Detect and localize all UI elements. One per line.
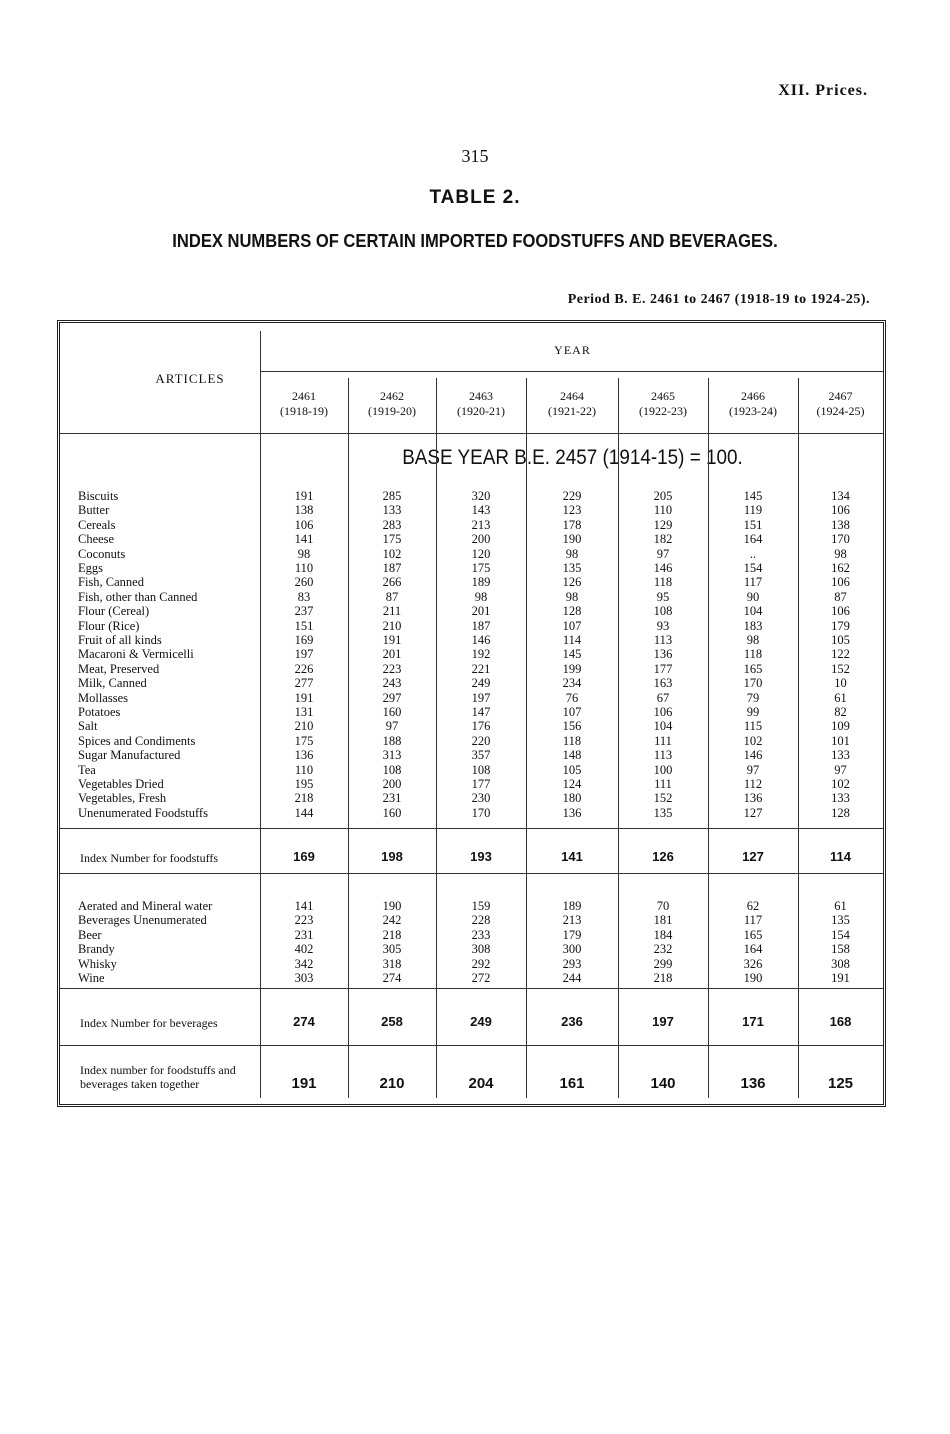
- table-cell: 111: [654, 777, 672, 791]
- table-cell: 131: [294, 705, 314, 719]
- article-name: Unenumerated Foodstuffs: [78, 805, 208, 820]
- table-cell: 67: [656, 690, 670, 705]
- article-name: Mollasses: [78, 690, 128, 705]
- year-ce-label: (1921-22): [548, 404, 596, 418]
- row-divider: [60, 828, 883, 829]
- table-cell: 242: [382, 913, 402, 928]
- table-cell: 119: [743, 503, 763, 518]
- table-cell: 110: [294, 762, 314, 777]
- article-name: Butter: [78, 503, 110, 518]
- year-label: 2464: [560, 389, 584, 403]
- table-cell: 402: [294, 942, 314, 957]
- foodstuffs-index-value: 114: [830, 849, 851, 864]
- table-cell: 199: [562, 661, 582, 676]
- table-cell: 272: [471, 971, 491, 985]
- table-cell: 210: [294, 719, 314, 734]
- table-cell: 102: [382, 546, 402, 561]
- table-cell: 183: [743, 618, 763, 633]
- table-cell: 231: [382, 791, 402, 806]
- table-cell: 108: [653, 604, 673, 619]
- table-cell: 249: [471, 676, 491, 691]
- table-cell: 133: [831, 748, 850, 763]
- table-cell: 117: [743, 913, 763, 928]
- period-note: Period B. E. 2461 to 2467 (1918-19 to 1924-25).: [567, 292, 870, 307]
- article-name: Fish, Canned: [78, 575, 144, 590]
- table-cell: 138: [294, 503, 314, 518]
- table-cell: 210: [382, 618, 402, 633]
- table-cell: 189: [562, 899, 582, 913]
- beverages-index-value: 197: [652, 1014, 674, 1029]
- table-cell: 79: [746, 690, 760, 705]
- table-cell: 231: [294, 927, 314, 942]
- table-cell: 109: [831, 719, 850, 734]
- table-cell: 178: [562, 517, 582, 532]
- table-cell: 151: [294, 618, 314, 633]
- table-cell: 299: [653, 956, 673, 971]
- beverages-index-value: 171: [742, 1014, 764, 1029]
- table-cell: 136: [743, 791, 763, 806]
- table-cell: 158: [831, 942, 850, 957]
- table-cell: 300: [562, 942, 582, 957]
- table-cell: 163: [653, 676, 673, 691]
- table-subtitle: INDEX NUMBERS OF CERTAIN IMPORTED FOODSTUFFS AND BEVERAGES.: [172, 231, 778, 251]
- table-cell: 61: [834, 899, 847, 913]
- table-cell: 177: [653, 661, 673, 676]
- table-cell: 123: [562, 503, 582, 518]
- table-cell: 190: [743, 971, 763, 985]
- table-cell: 106: [831, 604, 850, 619]
- table-cell: 145: [562, 647, 582, 662]
- row-divider: [60, 988, 883, 989]
- table-cell: 133: [831, 791, 850, 806]
- table-cell: 342: [294, 956, 314, 971]
- table-cell: 107: [562, 618, 582, 633]
- table-cell: 104: [743, 604, 763, 619]
- article-name: Whisky: [78, 956, 117, 971]
- table-cell: 136: [294, 748, 314, 763]
- table-cell: 133: [382, 503, 402, 518]
- table-cell: 111: [654, 733, 672, 748]
- base-year-note: BASE YEAR B.E. 2457 (1914-15) = 100.: [402, 446, 743, 469]
- table-cell: 187: [471, 618, 491, 633]
- table-cell: 229: [562, 489, 582, 503]
- table-cell: 297: [382, 690, 402, 705]
- combined-index-label: Index number for foodstuffs and beverages taken together: [80, 1063, 236, 1091]
- table-cell: 283: [382, 517, 402, 532]
- table-cell: 152: [831, 661, 850, 676]
- table-cell: 143: [471, 503, 491, 518]
- table-cell: 114: [562, 633, 582, 647]
- table-cell: 181: [653, 913, 673, 928]
- combined-index-value: 191: [291, 1075, 317, 1092]
- table-cell: 147: [471, 705, 491, 719]
- table-cell: 191: [294, 690, 314, 705]
- table-cell: 98: [565, 589, 579, 604]
- table-cell: 313: [382, 748, 402, 763]
- table-cell: 303: [294, 971, 314, 985]
- year-header: YEAR: [554, 343, 591, 357]
- table-cell: 154: [831, 927, 850, 942]
- table-cell: 145: [743, 489, 763, 503]
- article-name: Coconuts: [78, 546, 126, 561]
- combined-index-value: 136: [740, 1075, 766, 1092]
- table-cell: 87: [385, 589, 399, 604]
- table-cell: 106: [653, 705, 673, 719]
- table-cell: 141: [294, 899, 314, 913]
- year-label: 2462: [380, 389, 404, 403]
- table-cell: 218: [653, 971, 673, 985]
- table-cell: 177: [471, 777, 491, 791]
- table-cell: 243: [382, 676, 402, 691]
- year-label: 2466: [741, 389, 765, 403]
- table-cell: 200: [382, 777, 402, 791]
- table-cell: 237: [294, 604, 314, 619]
- table-cell: 62: [746, 899, 760, 913]
- table-cell: 180: [562, 791, 582, 806]
- beverages-index-label: Index Number for beverages: [80, 1016, 218, 1030]
- article-name: Vegetables, Fresh: [78, 791, 167, 806]
- table-cell: 228: [471, 913, 491, 928]
- table-cell: 218: [294, 791, 314, 806]
- table-cell: 112: [743, 777, 763, 791]
- article-name: Macaroni & Vermicelli: [78, 647, 194, 662]
- table-cell: 188: [382, 733, 402, 748]
- table-cell: 146: [743, 748, 763, 763]
- table-cell: 104: [653, 719, 673, 734]
- article-name: Aerated and Mineral water: [78, 899, 213, 913]
- table-cell: 118: [653, 575, 673, 590]
- table-cell: 187: [382, 561, 402, 575]
- table-cell: 191: [294, 489, 314, 503]
- table-cell: 292: [471, 956, 491, 971]
- table-cell: 244: [562, 971, 582, 985]
- table-cell: 97: [385, 719, 399, 734]
- article-name: Cereals: [78, 517, 116, 532]
- article-name: Flour (Rice): [78, 618, 140, 633]
- row-divider: [260, 371, 883, 372]
- table-cell: 293: [562, 956, 582, 971]
- table-cell: 274: [382, 971, 402, 985]
- table-cell: 175: [294, 733, 314, 748]
- article-name: Cheese: [78, 532, 115, 547]
- foodstuffs-index-value: 127: [742, 849, 764, 864]
- table-cell: 197: [471, 690, 491, 705]
- table-cell: 160: [382, 705, 402, 719]
- table-cell: 189: [471, 575, 491, 590]
- table-cell: 305: [382, 942, 402, 957]
- beverages-index-value: 258: [381, 1014, 403, 1029]
- foodstuffs-index-value: 126: [652, 849, 674, 864]
- year-label: 2461: [292, 389, 316, 403]
- table-cell: 61: [834, 690, 847, 705]
- table-cell: 191: [382, 633, 402, 647]
- foodstuffs-index-value: 198: [381, 849, 403, 864]
- page-number: 315: [461, 146, 489, 166]
- table-cell: 170: [743, 676, 763, 691]
- table-cell: 141: [294, 532, 314, 547]
- table-cell: 107: [562, 705, 582, 719]
- table-cell: 175: [471, 561, 491, 575]
- table-cell: 105: [562, 762, 582, 777]
- table-cell: 154: [743, 561, 763, 575]
- table-cell: 106: [294, 517, 314, 532]
- year-label: 2467: [828, 389, 853, 403]
- combined-index-value: 125: [827, 1075, 854, 1092]
- table-cell: 230: [471, 791, 491, 806]
- table-cell: 152: [653, 791, 673, 806]
- table-cell: 90: [746, 589, 760, 604]
- table-cell: 110: [294, 561, 314, 575]
- table-cell: 113: [653, 748, 673, 763]
- table-cell: 93: [656, 618, 670, 633]
- year-label: 2463: [469, 389, 493, 403]
- article-name: Fish, other than Canned: [78, 589, 198, 604]
- table-cell: 110: [653, 503, 673, 518]
- table-cell: 108: [382, 762, 402, 777]
- table-cell: 136: [653, 647, 673, 662]
- article-name: Brandy: [78, 942, 115, 957]
- table-cell: 277: [294, 676, 314, 691]
- articles-header: ARTICLES: [155, 371, 225, 386]
- table-cell: 223: [294, 913, 314, 928]
- article-name: Beer: [78, 927, 102, 942]
- article-name: Meat, Preserved: [78, 661, 160, 676]
- table-cell: 226: [294, 661, 314, 676]
- table-cell: ..: [749, 546, 757, 561]
- table-cell: 285: [382, 489, 402, 503]
- table-cell: 308: [831, 956, 850, 971]
- table-cell: 102: [743, 733, 763, 748]
- table-cell: 98: [834, 546, 847, 561]
- table-cell: 126: [562, 575, 582, 590]
- table-cell: 108: [471, 762, 491, 777]
- table-cell: 221: [471, 661, 491, 676]
- table-cell: 160: [382, 805, 402, 820]
- table-cell: 95: [656, 589, 670, 604]
- table-cell: 195: [294, 777, 314, 791]
- beverages-index-value: 236: [561, 1014, 583, 1029]
- article-name: Tea: [78, 762, 96, 777]
- table-cell: 201: [471, 604, 491, 619]
- table-cell: 357: [471, 748, 491, 763]
- table-cell: 148: [562, 748, 582, 763]
- table-cell: 308: [471, 942, 491, 957]
- table-cell: 118: [562, 733, 582, 748]
- year-ce-label: (1923-24): [729, 404, 777, 418]
- table-cell: 105: [831, 633, 850, 647]
- table-cell: 156: [562, 719, 582, 734]
- table-cell: 220: [471, 733, 491, 748]
- table-cell: 122: [831, 647, 850, 662]
- year-label: 2465: [651, 389, 675, 403]
- combined-index-value: 140: [650, 1075, 676, 1092]
- table-cell: 320: [471, 489, 491, 503]
- table-cell: 223: [382, 661, 402, 676]
- table-cell: 233: [471, 927, 491, 942]
- table-cell: 213: [471, 517, 491, 532]
- table-cell: 146: [471, 633, 491, 647]
- article-name: Beverages Unenumerated: [78, 913, 207, 928]
- table-cell: 113: [653, 633, 673, 647]
- year-ce-label: (1918-19): [280, 404, 328, 418]
- table-cell: 83: [297, 589, 311, 604]
- table-cell: 170: [831, 532, 850, 547]
- combined-index-value: 204: [468, 1075, 494, 1092]
- table-cell: 234: [562, 676, 582, 691]
- table-cell: 169: [294, 633, 314, 647]
- beverages-index-value: 274: [293, 1014, 315, 1029]
- article-name: Eggs: [78, 561, 103, 575]
- table-cell: 175: [382, 532, 402, 547]
- table-cell: 124: [562, 777, 582, 791]
- year-ce-label: (1924-25): [816, 404, 865, 418]
- index-table: [57, 320, 886, 1107]
- table-cell: 165: [743, 661, 763, 676]
- article-name: Wine: [78, 971, 105, 985]
- table-cell: 98: [297, 546, 311, 561]
- table-cell: 100: [653, 762, 673, 777]
- table-cell: 192: [471, 647, 491, 662]
- table-cell: 117: [743, 575, 763, 590]
- table-cell: 179: [562, 927, 582, 942]
- table-cell: 146: [653, 561, 673, 575]
- table-cell: 106: [831, 575, 850, 590]
- table-cell: 70: [656, 899, 670, 913]
- article-name: Fruit of all kinds: [78, 633, 162, 647]
- table-cell: 135: [562, 561, 582, 575]
- table-cell: 101: [831, 733, 850, 748]
- table-cell: 118: [743, 647, 763, 662]
- table-cell: 127: [743, 805, 763, 820]
- table-cell: 98: [565, 546, 579, 561]
- table-cell: 159: [471, 899, 491, 913]
- table-cell: 201: [382, 647, 402, 662]
- table-cell: 260: [294, 575, 314, 590]
- article-name: Spices and Condiments: [78, 733, 196, 748]
- table-cell: 162: [831, 561, 850, 575]
- foodstuffs-index-label: Index Number for foodstuffs: [80, 851, 219, 865]
- table-cell: 176: [471, 719, 491, 734]
- row-divider: [60, 433, 883, 434]
- table-cell: 129: [653, 517, 673, 532]
- combined-index-value: 161: [559, 1075, 585, 1092]
- table-title: TABLE 2.: [429, 187, 521, 208]
- table-cell: 197: [294, 647, 314, 662]
- table-cell: 115: [743, 719, 763, 734]
- table-cell: 82: [834, 705, 847, 719]
- table-cell: 135: [653, 805, 673, 820]
- table-cell: 213: [562, 913, 582, 928]
- table-cell: 191: [831, 971, 850, 985]
- table-cell: 87: [834, 589, 847, 604]
- year-ce-label: (1919-20): [368, 404, 416, 418]
- article-name: Salt: [78, 719, 98, 734]
- table-cell: 165: [743, 927, 763, 942]
- table-cell: 211: [382, 604, 402, 619]
- table-cell: 184: [653, 927, 673, 942]
- article-name: Sugar Manufactured: [78, 748, 181, 763]
- table-cell: 179: [831, 618, 850, 633]
- year-ce-label: (1922-23): [639, 404, 687, 418]
- table-cell: 200: [471, 532, 491, 547]
- table-cell: 318: [382, 956, 402, 971]
- table-cell: 134: [831, 489, 850, 503]
- table-cell: 170: [471, 805, 491, 820]
- foodstuffs-index-value: 141: [561, 849, 583, 864]
- table-cell: 128: [831, 805, 850, 820]
- table-cell: 182: [653, 532, 673, 547]
- table-cell: 136: [562, 805, 582, 820]
- article-name: Potatoes: [78, 705, 121, 719]
- table-cell: 10: [834, 676, 847, 691]
- table-cell: 97: [834, 762, 847, 777]
- beverages-index-value: 249: [470, 1014, 492, 1029]
- combined-index-value: 210: [379, 1075, 405, 1092]
- table-cell: 164: [743, 532, 763, 547]
- section-header: XII. Prices.: [778, 82, 868, 99]
- foodstuffs-index-value: 169: [293, 849, 315, 864]
- table-cell: 144: [294, 805, 314, 820]
- table-cell: 205: [653, 489, 673, 503]
- table-cell: 97: [656, 546, 670, 561]
- table-cell: 326: [743, 956, 763, 971]
- row-divider: [60, 873, 883, 874]
- article-name: Milk, Canned: [78, 676, 147, 691]
- table-cell: 164: [743, 942, 763, 957]
- table-cell: 98: [746, 633, 760, 647]
- foodstuffs-index-value: 193: [470, 849, 492, 864]
- table-cell: 106: [831, 503, 850, 518]
- table-cell: 128: [562, 604, 582, 619]
- beverages-index-value: 168: [829, 1014, 852, 1029]
- table-cell: 266: [382, 575, 402, 590]
- article-name: Vegetables Dried: [78, 777, 164, 791]
- table-cell: 190: [562, 532, 582, 547]
- table-cell: 138: [831, 517, 850, 532]
- row-divider: [60, 1045, 883, 1046]
- table-cell: 76: [565, 690, 579, 705]
- article-name: Biscuits: [78, 489, 119, 503]
- table-cell: 102: [831, 777, 850, 791]
- table-cell: 98: [474, 589, 488, 604]
- table-cell: 218: [382, 927, 402, 942]
- table-cell: 232: [653, 942, 673, 957]
- table-cell: 120: [471, 546, 491, 561]
- table-cell: 99: [746, 705, 760, 719]
- table-cell: 135: [831, 913, 850, 928]
- article-name: Flour (Cereal): [78, 604, 150, 619]
- table-cell: 97: [746, 762, 760, 777]
- table-cell: 190: [382, 899, 402, 913]
- table-cell: 151: [743, 517, 763, 532]
- year-ce-label: (1920-21): [457, 404, 505, 418]
